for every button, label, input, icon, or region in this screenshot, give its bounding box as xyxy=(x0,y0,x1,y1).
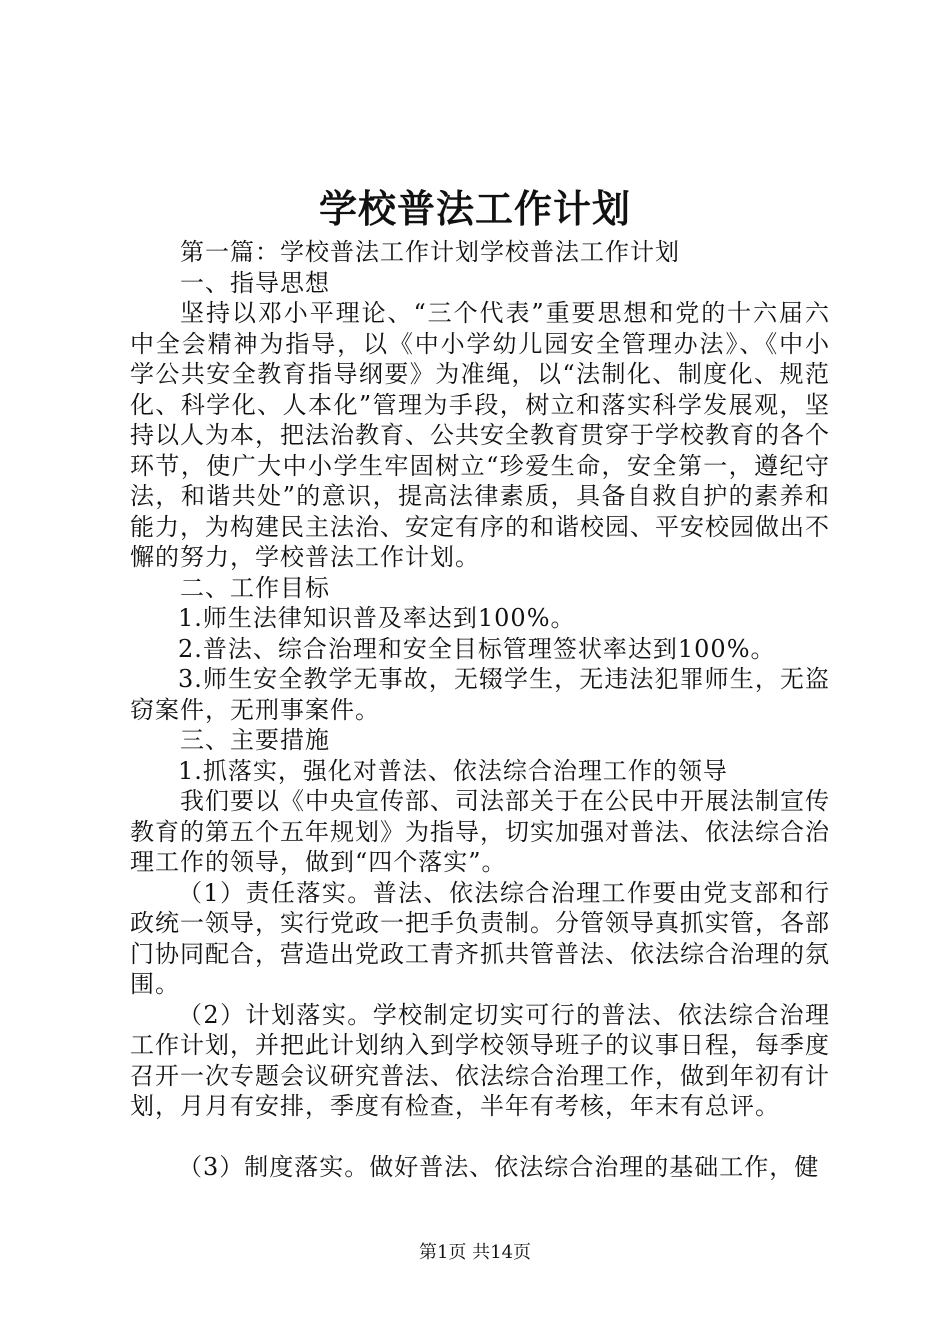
goal-item-2: 2.普法、综合治理和安全目标管理签状率达到100%。 xyxy=(178,634,776,663)
paragraph-responsibility: （1）责任落实。普法、依法综合治理工作要由党支部和行政统一领导，实行党政一把手负责制。分管领导真抓实管，各部门协同配合，营造出党政工青齐抓共管普法、依法综合治理的氛围。 xyxy=(130,878,830,998)
document-body xyxy=(130,237,830,1182)
paragraph-guiding-ideology: 坚持以邓小平理论、“三个代表”重要思想和党的十六届六中全会精神为指导，以《中小学幼儿园安全管理办法》、《中小学公共安全教育指导纲要》为准绳，以“法制化、制度化、规范化、科学化、人本化”管理为手段，树立和落实科学发展观，坚持以人为本，把法治教育、公共安全教育贯穿于学校教育的各个环节，使广大中小学生牢固树立“珍爱生命，安全第一，遵纪守法，和谐共处”的意识，提高法律素质，具备自救自护的素养和能力，为构建民主法治、安定有序的和谐校园、平安校园做出不懈的努力，学校普法工作计划。 xyxy=(130,299,830,571)
goal-item-1: 1.师生法律知识普及率达到100%。 xyxy=(178,604,576,632)
page-footer: 第1页 共14页 xyxy=(418,1242,532,1263)
paragraph-system: （3）制度落实。做好普法、依法综合治理的基础工作，健 xyxy=(178,1152,820,1181)
heading-work-goals: 二、工作目标 xyxy=(180,573,330,602)
measure-item-1: 1.抓落实，强化对普法、依法综合治理工作的领导 xyxy=(178,756,728,785)
section-heading-part-one: 第一篇：学校普法工作计划学校普法工作计划 xyxy=(180,238,680,266)
goal-item-3: 3.师生安全教学无事故，无辍学生，无违法犯罪师生，无盗窃案件，无刑事案件。 xyxy=(130,665,830,724)
document-title: 学校普法工作计划 xyxy=(318,186,631,231)
heading-guiding-ideology: 一、指导思想 xyxy=(180,268,330,297)
paragraph-measure-1: 我们要以《中央宣传部、司法部关于在公民中开展法制宣传教育的第五个五年规划》为指导，切实加强对普法、依法综合治理工作的领导，做到“四个落实”。 xyxy=(130,787,830,876)
heading-main-measures: 三、主要措施 xyxy=(180,726,330,754)
paragraph-plan: （2）计划落实。学校制定切实可行的普法、依法综合治理工作计划，并把此计划纳入到学校领导班子的议事日程，每季度召开一次专题会议研究普法、依法综合治理工作，做到年初有计划，月月有安排，季度有检查，半年有考核，年末有总评。 xyxy=(130,1000,830,1120)
